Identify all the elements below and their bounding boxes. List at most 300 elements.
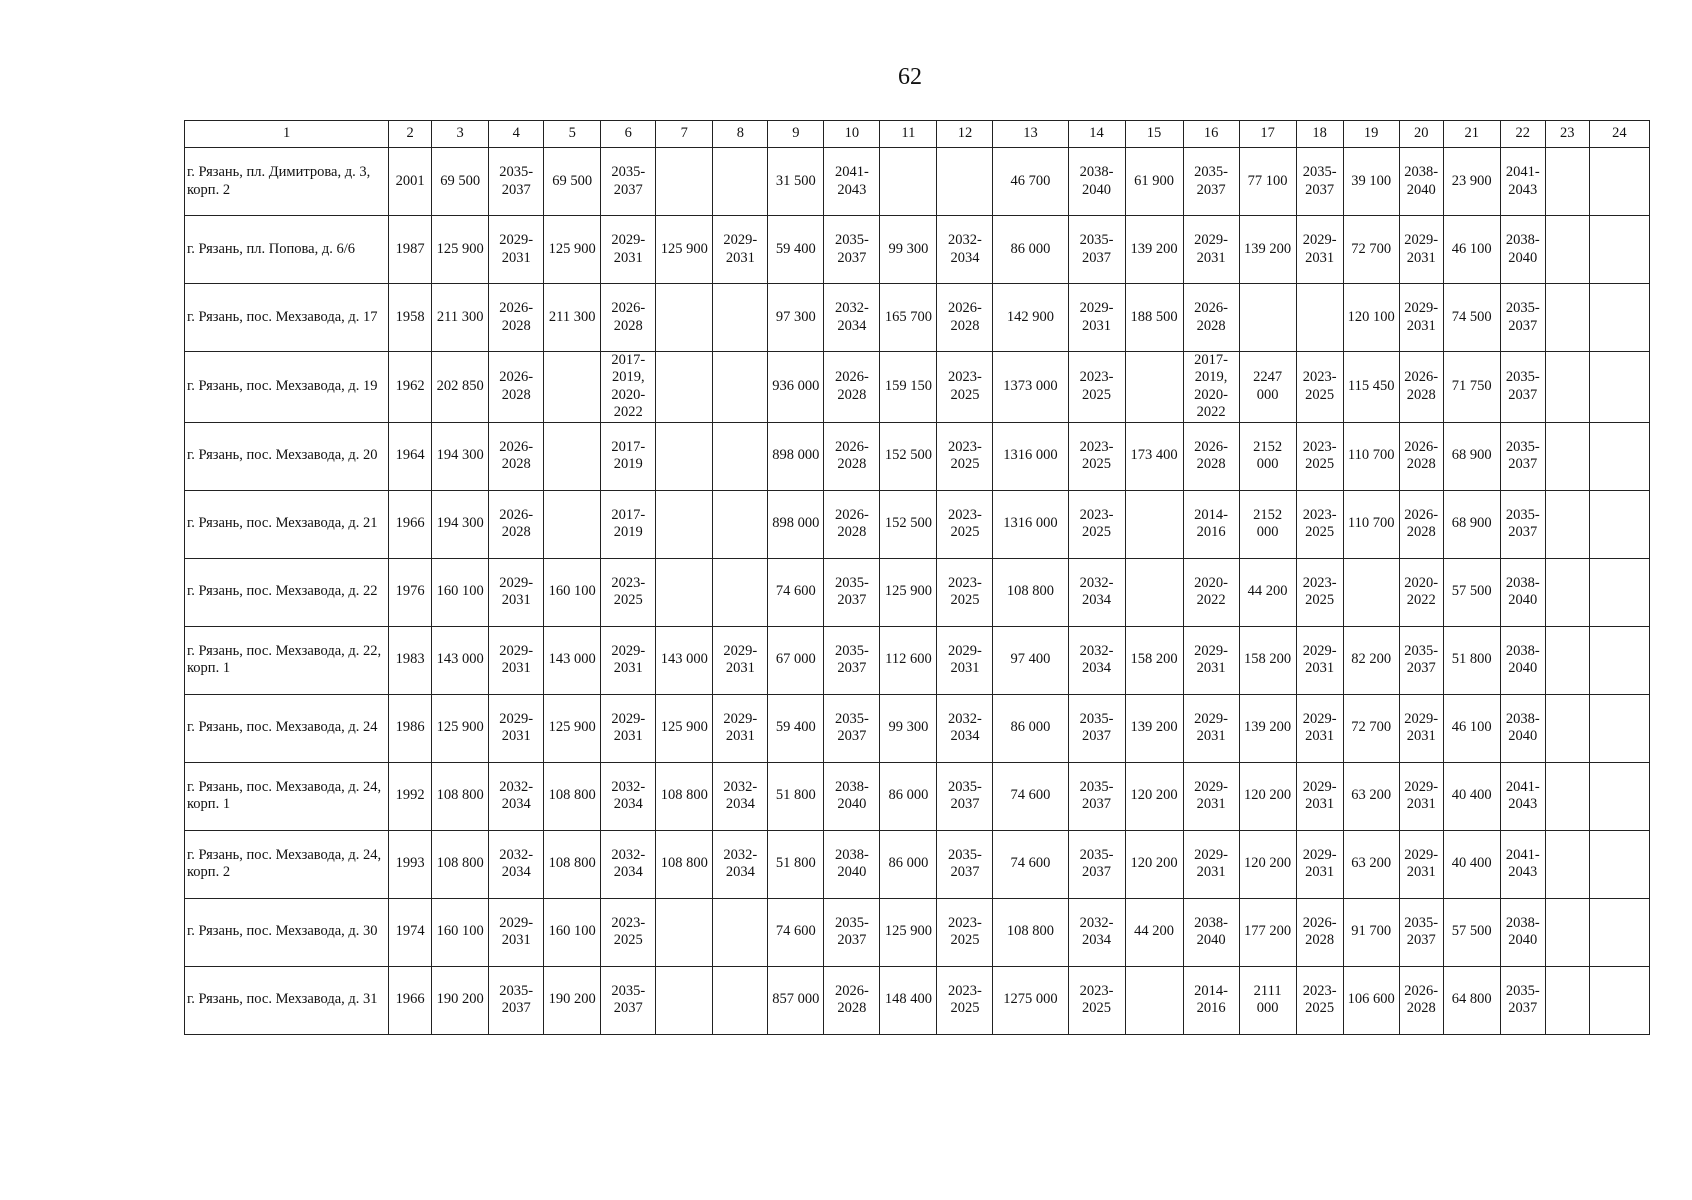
table-row [185,558,1650,626]
table-cell: 2026- 2028 [937,284,993,352]
address-cell: г. Рязань, пос. Мехзавода, д. 24, корп. 2 [185,830,389,898]
table-cell: 857 000 [768,966,824,1034]
table-cell [1125,558,1183,626]
table-cell [1589,284,1649,352]
table-cell: 2001 [389,148,432,216]
table-row [185,830,1650,898]
table-cell: 63 200 [1343,762,1399,830]
table-cell: 2038- 2040 [1068,148,1125,216]
table-cell: 2026- 2028 [1399,422,1443,490]
table-cell [713,898,768,966]
table-cell: 2029- 2031 [489,216,544,284]
table-cell: 152 500 [880,422,937,490]
table-cell: 69 500 [432,148,489,216]
table-cell: 2026- 2028 [824,422,880,490]
table-cell [1545,558,1589,626]
table-cell: 2026- 2028 [1399,352,1443,423]
table-cell: 120 200 [1239,762,1296,830]
table-cell: 139 200 [1125,216,1183,284]
column-header: 11 [880,121,937,148]
table-cell: 2029- 2031 [1296,694,1343,762]
table-cell: 63 200 [1343,830,1399,898]
column-header: 3 [432,121,489,148]
column-header: 20 [1399,121,1443,148]
table-cell: 2038- 2040 [1399,148,1443,216]
table-cell: 120 200 [1239,830,1296,898]
table-cell [1545,694,1589,762]
table-cell: 2029- 2031 [1399,284,1443,352]
table-cell [656,352,713,423]
table-cell: 2035- 2037 [937,762,993,830]
column-header: 10 [824,121,880,148]
table-cell: 2038- 2040 [1500,216,1545,284]
table-cell [1545,148,1589,216]
column-header: 16 [1183,121,1239,148]
table-cell: 2032- 2034 [713,830,768,898]
table-cell: 2035- 2037 [824,216,880,284]
table-cell: 2035- 2037 [489,966,544,1034]
table-cell: 2035- 2037 [1068,694,1125,762]
column-header: 8 [713,121,768,148]
table-cell: 125 900 [544,694,601,762]
table-cell: 2026- 2028 [1399,966,1443,1034]
table-cell: 2035- 2037 [824,626,880,694]
column-header: 1 [185,121,389,148]
table-cell: 44 200 [1125,898,1183,966]
table-cell [713,966,768,1034]
column-header: 18 [1296,121,1343,148]
table-cell: 86 000 [880,762,937,830]
table-cell: 110 700 [1343,490,1399,558]
table-cell: 2017- 2019 [601,490,656,558]
table-cell: 115 450 [1343,352,1399,423]
table-cell: 2029- 2031 [489,558,544,626]
table-cell: 1373 000 [993,352,1068,423]
table-cell [656,558,713,626]
column-header: 12 [937,121,993,148]
address-cell: г. Рязань, пл. Димитрова, д. 3, корп. 2 [185,148,389,216]
table-cell: 112 600 [880,626,937,694]
address-cell: г. Рязань, пос. Мехзавода, д. 22 [185,558,389,626]
table-cell: 2035- 2037 [824,558,880,626]
table-cell: 2035- 2037 [937,830,993,898]
table-row [185,352,1650,423]
table-cell: 143 000 [544,626,601,694]
table-cell: 2029- 2031 [713,694,768,762]
table-cell: 51 800 [1443,626,1500,694]
table-cell [1545,830,1589,898]
table-cell: 160 100 [432,898,489,966]
table-cell: 125 900 [656,216,713,284]
table-cell: 57 500 [1443,558,1500,626]
header-row [185,121,1650,148]
table-cell: 2035- 2037 [1068,830,1125,898]
table-body [185,148,1650,1035]
table-cell: 46 100 [1443,216,1500,284]
table-cell [880,148,937,216]
table-cell: 2014- 2016 [1183,966,1239,1034]
table-cell: 2035- 2037 [1068,762,1125,830]
table-cell: 39 100 [1343,148,1399,216]
table-cell: 99 300 [880,694,937,762]
table-row [185,694,1650,762]
table-cell: 2017- 2019, 2020- 2022 [601,352,656,423]
table-cell [1343,558,1399,626]
table-cell [713,490,768,558]
table-cell [1589,422,1649,490]
table-cell: 2152 000 [1239,490,1296,558]
table-cell: 68 900 [1443,422,1500,490]
table-cell: 2032- 2034 [1068,558,1125,626]
table-cell: 2035- 2037 [1399,898,1443,966]
table-cell: 2029- 2031 [1296,626,1343,694]
table-cell: 202 850 [432,352,489,423]
table-cell [1589,898,1649,966]
column-header: 7 [656,121,713,148]
table-cell: 2111 000 [1239,966,1296,1034]
table-cell: 74 600 [768,558,824,626]
table-cell: 2029- 2031 [601,626,656,694]
table-cell: 61 900 [1125,148,1183,216]
table-cell [1296,284,1343,352]
table-cell: 108 800 [993,558,1068,626]
table-header [185,121,1650,148]
table-cell: 160 100 [544,898,601,966]
table-cell: 99 300 [880,216,937,284]
table-cell: 2029- 2031 [713,216,768,284]
table-cell: 2023- 2025 [937,898,993,966]
table-cell: 2023- 2025 [937,352,993,423]
table-cell [1589,352,1649,423]
table-cell: 2026- 2028 [489,490,544,558]
table-cell: 108 800 [544,830,601,898]
table-cell: 2029- 2031 [601,694,656,762]
table-cell: 69 500 [544,148,601,216]
table-cell: 82 200 [1343,626,1399,694]
table-cell [1589,558,1649,626]
table-cell: 72 700 [1343,216,1399,284]
table-cell: 86 000 [993,694,1068,762]
table-cell: 2029- 2031 [713,626,768,694]
table-cell: 108 800 [656,830,713,898]
table-cell [1239,284,1296,352]
address-cell: г. Рязань, пос. Мехзавода, д. 31 [185,966,389,1034]
table-cell: 1987 [389,216,432,284]
address-cell: г. Рязань, пос. Мехзавода, д. 21 [185,490,389,558]
table-cell: 2029- 2031 [1183,830,1239,898]
table-cell [1589,490,1649,558]
table-cell: 72 700 [1343,694,1399,762]
table-cell: 31 500 [768,148,824,216]
table-cell: 23 900 [1443,148,1500,216]
table-cell [1589,762,1649,830]
table-cell: 74 600 [993,830,1068,898]
table-cell: 1993 [389,830,432,898]
table-cell: 2026- 2028 [489,352,544,423]
table-cell: 211 300 [544,284,601,352]
column-header: 14 [1068,121,1125,148]
column-header: 19 [1343,121,1399,148]
table-cell: 108 800 [544,762,601,830]
table-cell: 125 900 [432,216,489,284]
table-cell [713,284,768,352]
table-cell: 2032- 2034 [489,830,544,898]
table-row [185,284,1650,352]
table-cell: 125 900 [432,694,489,762]
table-cell: 2035- 2037 [824,898,880,966]
table-cell: 2017- 2019, 2020- 2022 [1183,352,1239,423]
table-cell: 1966 [389,490,432,558]
table-cell: 148 400 [880,966,937,1034]
table-cell [1545,352,1589,423]
table-cell: 2017- 2019 [601,422,656,490]
table-row [185,148,1650,216]
table-cell: 46 100 [1443,694,1500,762]
column-header: 6 [601,121,656,148]
table-row [185,626,1650,694]
table-cell: 898 000 [768,490,824,558]
table-cell: 1316 000 [993,422,1068,490]
table-cell [544,352,601,423]
table-cell: 1966 [389,966,432,1034]
table-cell: 2035- 2037 [1183,148,1239,216]
table-cell: 108 800 [993,898,1068,966]
table-cell: 2029- 2031 [1296,830,1343,898]
table-cell [544,490,601,558]
table-cell: 57 500 [1443,898,1500,966]
column-header: 21 [1443,121,1500,148]
table-row [185,490,1650,558]
table-cell: 2032- 2034 [489,762,544,830]
column-header: 5 [544,121,601,148]
table-cell: 2029- 2031 [1183,626,1239,694]
table-cell: 158 200 [1239,626,1296,694]
table-cell: 2026- 2028 [1296,898,1343,966]
table-cell: 108 800 [432,762,489,830]
table-cell: 2035- 2037 [1068,216,1125,284]
table-cell: 2029- 2031 [1183,694,1239,762]
table-cell: 2032- 2034 [937,694,993,762]
table-cell: 1964 [389,422,432,490]
table-cell: 2023- 2025 [1068,422,1125,490]
table-cell: 1958 [389,284,432,352]
table-cell: 2023- 2025 [1068,966,1125,1034]
table-cell: 2029- 2031 [601,216,656,284]
table-cell [1545,490,1589,558]
data-table-wrapper [184,120,1650,1035]
table-cell: 139 200 [1239,694,1296,762]
table-cell: 2029- 2031 [937,626,993,694]
address-cell: г. Рязань, пос. Мехзавода, д. 24, корп. 1 [185,762,389,830]
table-cell: 211 300 [432,284,489,352]
table-cell: 44 200 [1239,558,1296,626]
table-cell: 190 200 [544,966,601,1034]
table-cell: 108 800 [432,830,489,898]
table-cell [544,422,601,490]
page-number: 62 [898,64,922,90]
table-cell: 152 500 [880,490,937,558]
table-cell: 40 400 [1443,830,1500,898]
table-cell: 2035- 2037 [489,148,544,216]
table-cell: 71 750 [1443,352,1500,423]
table-row [185,966,1650,1034]
table-cell: 1976 [389,558,432,626]
table-cell: 2035- 2037 [601,148,656,216]
table-cell [656,490,713,558]
table-cell [1545,966,1589,1034]
table-cell: 86 000 [880,830,937,898]
table-cell: 2035- 2037 [1500,284,1545,352]
table-cell: 1974 [389,898,432,966]
table-cell [1545,762,1589,830]
table-cell: 2026- 2028 [489,422,544,490]
table-cell: 2041- 2043 [1500,762,1545,830]
table-cell: 2026- 2028 [1399,490,1443,558]
table-cell: 2032- 2034 [937,216,993,284]
table-cell [656,284,713,352]
table-cell: 2029- 2031 [1068,284,1125,352]
table-cell: 2038- 2040 [1183,898,1239,966]
table-cell [1125,352,1183,423]
table-cell: 143 000 [656,626,713,694]
table-cell: 2152 000 [1239,422,1296,490]
table-cell: 2035- 2037 [824,694,880,762]
address-cell: г. Рязань, пос. Мехзавода, д. 30 [185,898,389,966]
table-cell: 110 700 [1343,422,1399,490]
table-cell: 188 500 [1125,284,1183,352]
table-cell [656,422,713,490]
table-cell: 2029- 2031 [1183,216,1239,284]
table-cell: 51 800 [768,830,824,898]
table-cell: 142 900 [993,284,1068,352]
address-cell: г. Рязань, пос. Мехзавода, д. 24 [185,694,389,762]
table-cell: 2032- 2034 [601,762,656,830]
table-cell: 160 100 [432,558,489,626]
table-cell: 2020- 2022 [1399,558,1443,626]
table-cell: 2041- 2043 [824,148,880,216]
table-cell: 40 400 [1443,762,1500,830]
table-cell: 1275 000 [993,966,1068,1034]
table-cell: 64 800 [1443,966,1500,1034]
table-cell: 1316 000 [993,490,1068,558]
table-cell: 177 200 [1239,898,1296,966]
table-cell [1125,490,1183,558]
table-cell: 125 900 [880,558,937,626]
table-cell: 2038- 2040 [824,830,880,898]
table-cell: 2023- 2025 [937,558,993,626]
table-cell: 194 300 [432,422,489,490]
table-cell: 194 300 [432,490,489,558]
table-cell: 2035- 2037 [1399,626,1443,694]
table-cell: 2029- 2031 [1296,762,1343,830]
table-cell: 67 000 [768,626,824,694]
table-cell [1589,626,1649,694]
table-cell: 2029- 2031 [1399,216,1443,284]
table-cell: 2038- 2040 [1500,694,1545,762]
table-cell: 2038- 2040 [1500,558,1545,626]
table-cell: 2038- 2040 [824,762,880,830]
table-cell [1545,898,1589,966]
table-cell: 2029- 2031 [1183,762,1239,830]
table-cell: 936 000 [768,352,824,423]
table-cell: 74 600 [993,762,1068,830]
table-cell: 125 900 [544,216,601,284]
table-cell: 2023- 2025 [937,966,993,1034]
table-cell: 2029- 2031 [489,694,544,762]
table-cell [1589,216,1649,284]
table-cell: 74 500 [1443,284,1500,352]
table-cell: 2029- 2031 [1399,694,1443,762]
table-cell: 51 800 [768,762,824,830]
table-cell [1589,966,1649,1034]
table-cell: 120 200 [1125,830,1183,898]
table-cell: 74 600 [768,898,824,966]
table-cell: 139 200 [1125,694,1183,762]
table-cell: 2023- 2025 [1296,422,1343,490]
table-cell: 2026- 2028 [1183,422,1239,490]
table-cell: 97 400 [993,626,1068,694]
table-cell [1589,148,1649,216]
table-cell: 2029- 2031 [1399,762,1443,830]
table-cell: 86 000 [993,216,1068,284]
column-header: 9 [768,121,824,148]
table-cell: 106 600 [1343,966,1399,1034]
table-cell: 2035- 2037 [1500,490,1545,558]
address-cell: г. Рязань, пос. Мехзавода, д. 19 [185,352,389,423]
table-cell [937,148,993,216]
table-row [185,216,1650,284]
table-cell: 2023- 2025 [937,490,993,558]
table-cell: 2029- 2031 [489,626,544,694]
column-header: 24 [1589,121,1649,148]
table-cell: 2035- 2037 [1296,148,1343,216]
address-cell: г. Рязань, пос. Мехзавода, д. 22, корп. 1 [185,626,389,694]
table-cell: 68 900 [1443,490,1500,558]
table-cell: 2032- 2034 [1068,898,1125,966]
table-cell: 2041- 2043 [1500,830,1545,898]
data-table [184,120,1650,1035]
table-cell: 2026- 2028 [824,490,880,558]
table-cell: 2023- 2025 [601,558,656,626]
table-cell: 46 700 [993,148,1068,216]
table-cell: 158 200 [1125,626,1183,694]
table-cell [1545,284,1589,352]
table-cell: 2026- 2028 [601,284,656,352]
table-cell [713,352,768,423]
column-header: 23 [1545,121,1589,148]
table-cell: 2035- 2037 [1500,352,1545,423]
column-header: 4 [489,121,544,148]
column-header: 2 [389,121,432,148]
table-row [185,762,1650,830]
table-cell: 2035- 2037 [1500,422,1545,490]
table-cell: 2023- 2025 [1068,352,1125,423]
table-cell: 91 700 [1343,898,1399,966]
table-cell: 59 400 [768,694,824,762]
table-cell: 1992 [389,762,432,830]
table-cell: 125 900 [656,694,713,762]
table-cell: 2041- 2043 [1500,148,1545,216]
table-cell: 2026- 2028 [1183,284,1239,352]
table-cell: 143 000 [432,626,489,694]
table-row [185,422,1650,490]
table-cell [1589,830,1649,898]
table-cell: 2029- 2031 [489,898,544,966]
table-cell: 1962 [389,352,432,423]
address-cell: г. Рязань, пос. Мехзавода, д. 20 [185,422,389,490]
table-cell [713,148,768,216]
table-cell: 2023- 2025 [1296,352,1343,423]
